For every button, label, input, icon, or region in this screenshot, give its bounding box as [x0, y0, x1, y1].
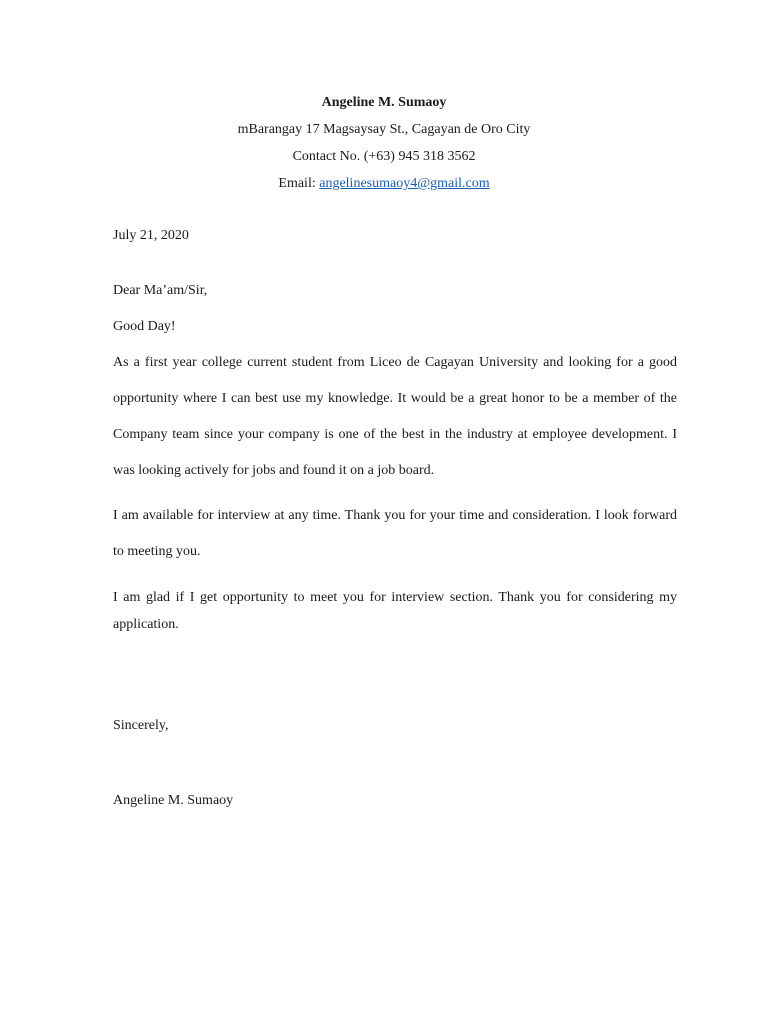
closing: Sincerely,: [113, 718, 169, 733]
body-paragraph-1: As a first year college current student from Liceo de Cagayan University and looking for a good opportunity where I can best use my knowledge. It would be a great honor to be a member of the Company team since your company is one of the best in the industry at employee development. I was looking actively for jobs and found it on a job board.: [113, 355, 677, 478]
sender-address: mBarangay 17 Magsaysay St., Cagayan de Oro City: [237, 122, 531, 137]
sender-name: Angeline M. Sumaoy: [321, 95, 447, 110]
letter-header: [0, 89, 768, 197]
letter-date: July 21, 2020: [113, 228, 189, 243]
body-paragraph-2: I am available for interview at any time. Thank you for your time and consideration. I look forward to meeting you.: [113, 508, 677, 559]
email-label: Email:: [278, 176, 320, 191]
sender-contact: Contact No. (+63) 945 318 3562: [292, 149, 476, 164]
greeting: Good Day!: [113, 319, 176, 334]
salutation: Dear Ma’am/Sir,: [113, 283, 208, 298]
signature: Angeline M. Sumaoy: [113, 793, 234, 808]
sender-email-line: [0, 170, 768, 197]
body-paragraph-3: I am glad if I get opportunity to meet you for interview section. Thank you for considering my application.: [113, 590, 677, 632]
email-link[interactable]: angelinesumaoy4@gmail.com: [319, 176, 490, 191]
